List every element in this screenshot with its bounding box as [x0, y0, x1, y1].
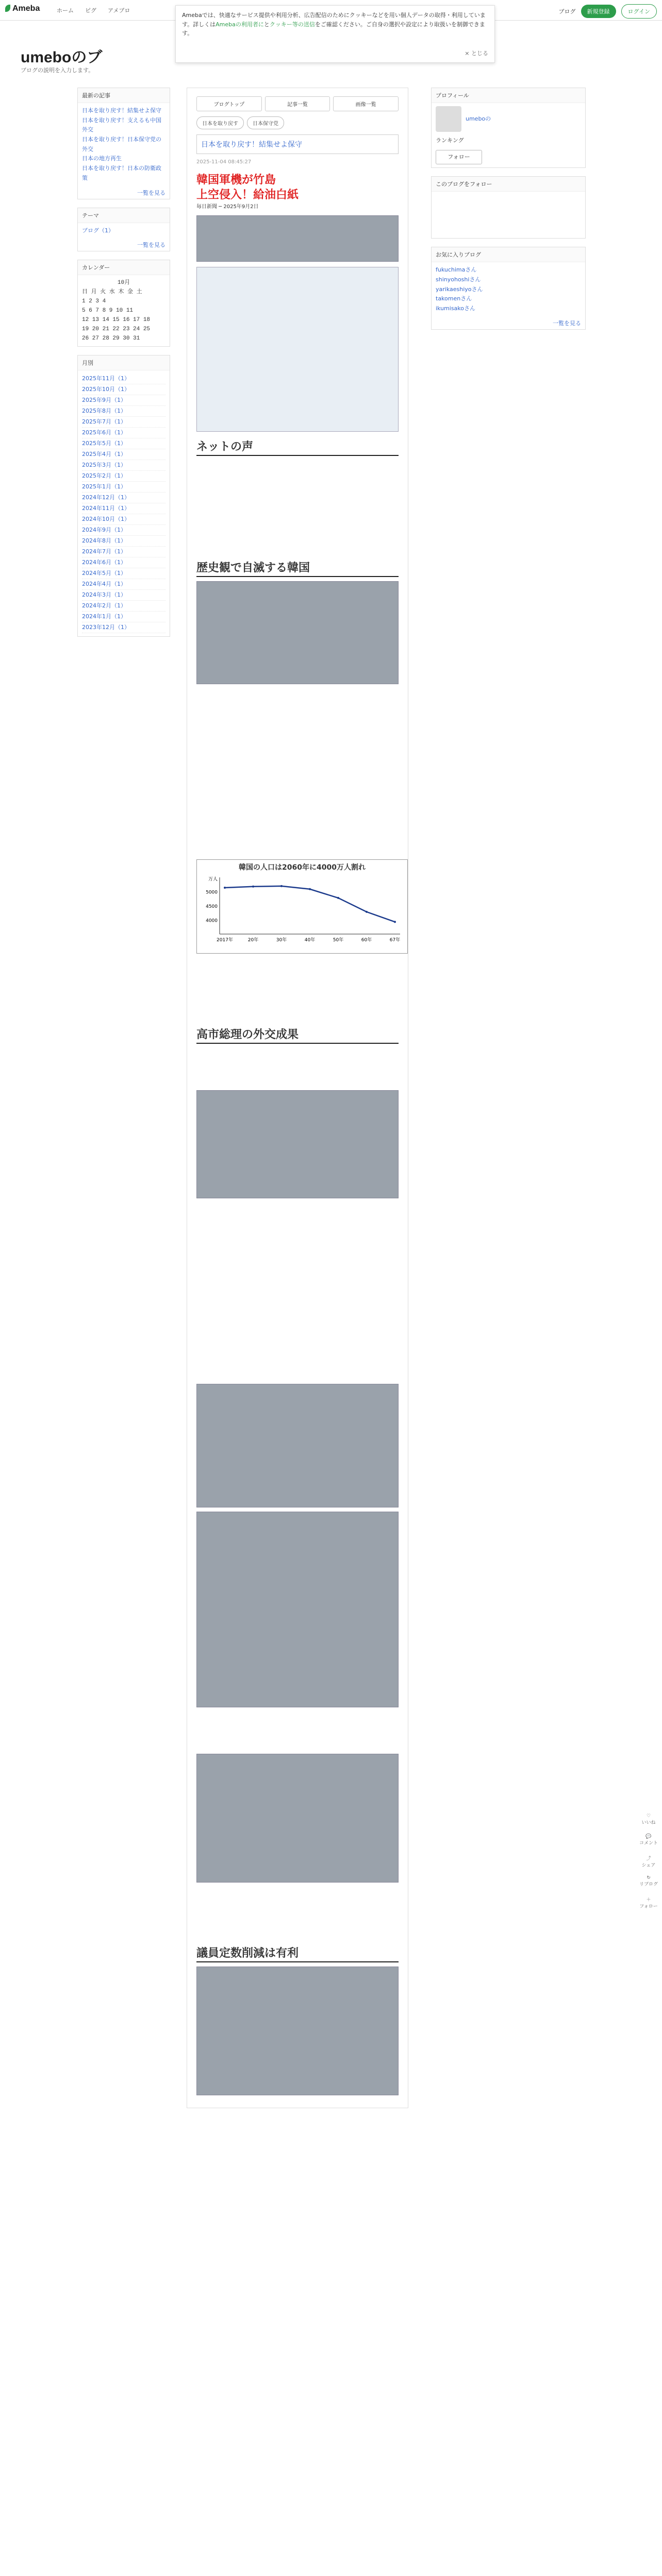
- left-sidebar: [77, 88, 170, 645]
- archive-link[interactable]: 2024年5月（1）: [82, 568, 166, 579]
- data-point: [366, 911, 368, 913]
- chart-title: 韓国の人口は2060年に4000万人割れ: [239, 863, 366, 872]
- signup-button[interactable]: 新規登録: [581, 5, 616, 18]
- y-tick-label: 5000: [206, 890, 218, 895]
- archive-link[interactable]: 2025年2月（1）: [82, 471, 166, 482]
- data-point: [280, 885, 283, 887]
- nav-ameblo[interactable]: アメブロ: [108, 7, 130, 14]
- archive-heading: 月別: [78, 355, 170, 370]
- data-point: [337, 897, 339, 899]
- x-tick-label: 50年: [333, 938, 344, 943]
- group-photo: [196, 1512, 399, 1707]
- walk-photo: [196, 1384, 399, 1507]
- portrait-photo: [196, 1967, 399, 2095]
- jets-photo: [196, 215, 399, 262]
- map-figure: [196, 267, 399, 432]
- favorite-blog-link[interactable]: ikumisakoさん: [436, 305, 476, 312]
- archive-link[interactable]: 2024年10月（1）: [82, 514, 166, 525]
- article-box: [187, 88, 408, 2108]
- favorite-blog-link[interactable]: yarikaeshiyoさん: [436, 285, 483, 293]
- favorites-more-link[interactable]: 一覧を見る: [553, 319, 581, 327]
- post-title[interactable]: 日本を取り戻す！結集せよ保守: [196, 134, 399, 154]
- tag-chip[interactable]: 日本保守党: [247, 116, 284, 129]
- archive-link[interactable]: 2025年7月（1）: [82, 417, 166, 428]
- image-list-button[interactable]: 画像一覧: [333, 96, 399, 111]
- data-point: [309, 888, 311, 890]
- tag-chip[interactable]: 日本を取り戻す: [196, 116, 244, 129]
- latest-post-link[interactable]: 日本を取り戻す！結集せよ保守: [82, 107, 161, 114]
- archive-link[interactable]: 2024年12月（1）: [82, 493, 166, 503]
- blog-top-button[interactable]: ブログトップ: [196, 96, 262, 111]
- headline-line: 韓国軍機が竹島: [196, 174, 276, 187]
- section-heading: ネットの声: [196, 438, 399, 456]
- profile-box: [431, 88, 586, 168]
- top-right: [559, 4, 657, 19]
- x-tick-label: 40年: [304, 938, 316, 943]
- calendar-heading: カレンダー: [78, 260, 170, 275]
- post-list-button[interactable]: 記事一覧: [265, 96, 330, 111]
- follow-box: [431, 176, 586, 239]
- main-column: [187, 88, 475, 2108]
- archive-link[interactable]: 2025年6月（1）: [82, 428, 166, 438]
- theme-heading: テーマ: [78, 208, 170, 223]
- section-heading: 歴史観で自滅する韓国: [196, 559, 399, 577]
- blog-link[interactable]: ブログ: [558, 8, 576, 15]
- archive-link[interactable]: 2024年6月（1）: [82, 557, 166, 568]
- trump-photo: [196, 1090, 399, 1198]
- x-tick-label: 20年: [247, 938, 259, 943]
- latest-post-link[interactable]: 日本を取り戻す！支えるも中国外交: [82, 116, 161, 133]
- favorite-blogs-box: [431, 247, 586, 329]
- headline-line: 上空侵入！給油白紙: [196, 188, 299, 201]
- archive-link[interactable]: 2025年1月（1）: [82, 482, 166, 493]
- latest-post-link[interactable]: 日本を取り戻す！日本保守党の外交: [82, 136, 161, 152]
- data-point: [224, 887, 226, 889]
- calendar-month: 10月: [117, 280, 130, 286]
- comment-icon[interactable]: 💬 コメント: [639, 1834, 658, 1846]
- y-tick-label: 4500: [206, 904, 218, 910]
- share-bar: [196, 96, 399, 111]
- ranking-label: ランキング: [436, 137, 464, 144]
- share-icon[interactable]: ⤴ シェア: [641, 1856, 656, 1868]
- cookie-notice: Amebaでは、快適なサービス提供や利用分析、広告配信のためにクッキーなどを用い個人データの取得・利用しています。詳しくはAmebaの利用者にとクッキー等の送信をご確認ください。ご自身の選択や設定により取扱いを制御できます。 × とじる: [175, 5, 495, 63]
- section-heading: 高市総理の外交成果: [196, 1026, 399, 1044]
- like-icon[interactable]: ♡ いいね: [641, 1814, 656, 1825]
- latest-posts-box: [77, 88, 170, 199]
- archive-box: [77, 355, 170, 637]
- archive-link[interactable]: 2025年4月（1）: [82, 449, 166, 460]
- archive-link[interactable]: 2024年3月（1）: [82, 590, 166, 601]
- archive-link[interactable]: 2025年9月（1）: [82, 395, 166, 406]
- archive-link[interactable]: 2024年2月（1）: [82, 601, 166, 612]
- calendar-row: 日 月 火 水 木 金 土: [82, 289, 142, 296]
- archive-link[interactable]: 2025年3月（1）: [82, 460, 166, 471]
- favorite-blog-link[interactable]: shinyohoshiさん: [436, 276, 481, 283]
- x-tick-label: 30年: [276, 938, 287, 943]
- follow-icon[interactable]: ＋ フォロー: [639, 1897, 658, 1909]
- latest-post-link[interactable]: 日本の地方再生: [82, 155, 122, 162]
- lead-text: 毎日新聞 ─ 2025年9月2日: [196, 204, 259, 210]
- section-heading: 議員定数削減は有利: [196, 1944, 399, 1962]
- archive-link[interactable]: 2025年8月（1）: [82, 406, 166, 417]
- archive-list: [78, 370, 170, 636]
- notice-close-button[interactable]: × とじる: [465, 50, 488, 57]
- archive-link[interactable]: 2025年5月（1）: [82, 438, 166, 449]
- favorites-heading: お気に入りブログ: [432, 247, 585, 262]
- profile-name[interactable]: umeboの: [466, 115, 491, 122]
- calendar-row: 1 2 3 4: [82, 298, 106, 305]
- calendar-row: 19 20 21 22 23 24 25: [82, 326, 151, 333]
- latest-posts-heading: 最新の記事: [78, 88, 170, 103]
- notice-link-user[interactable]: Amebaの利用者に: [216, 21, 264, 28]
- chart-svg: [199, 872, 405, 950]
- theme-more-link[interactable]: 一覧を見る: [137, 242, 166, 249]
- population-chart: [196, 859, 408, 954]
- x-tick-label: 60年: [361, 938, 372, 943]
- theme-box: [77, 208, 170, 252]
- asean-photo: [196, 1754, 399, 1883]
- calendar-box: [77, 260, 170, 347]
- nav-pigg[interactable]: ピグ: [85, 7, 96, 14]
- blog-description: ブログの説明を入力します。: [21, 67, 94, 74]
- y-tick-label: 4000: [206, 918, 218, 924]
- archive-link[interactable]: 2024年1月（1）: [82, 612, 166, 622]
- avatar[interactable]: [436, 106, 461, 132]
- post-date: 2025-11-04 08:45:27: [196, 159, 252, 165]
- archive-link[interactable]: 2024年11月（1）: [82, 503, 166, 514]
- notice-link-cookie[interactable]: クッキー等の送信: [269, 21, 315, 28]
- blog-title[interactable]: umeboのブ: [21, 49, 103, 66]
- reblog-icon[interactable]: ↻ リブログ: [639, 1875, 658, 1887]
- favorite-blog-link[interactable]: takomenさん: [436, 295, 472, 302]
- calendar-row: 5 6 7 8 9 10 11: [82, 308, 134, 314]
- follow-button[interactable]: フォロー: [436, 150, 482, 165]
- data-point: [252, 886, 254, 888]
- archive-link[interactable]: 2024年4月（1）: [82, 579, 166, 590]
- archive-link[interactable]: 2024年8月（1）: [82, 536, 166, 547]
- favorite-blog-link[interactable]: fukuchimaさん: [436, 266, 477, 274]
- ameba-logo[interactable]: Ameba: [5, 4, 40, 13]
- profile-heading: プロフィール: [432, 88, 585, 103]
- top-nav: [57, 6, 130, 14]
- archive-link[interactable]: 2023年12月（1）: [82, 622, 166, 633]
- latest-more-link[interactable]: 一覧を見る: [137, 189, 166, 196]
- follow-heading: このブログをフォロー: [432, 177, 585, 192]
- data-point: [394, 921, 396, 923]
- y-axis-label: 万人: [208, 877, 218, 883]
- nav-home[interactable]: ホーム: [57, 7, 74, 14]
- x-tick-label: 2017年: [217, 938, 233, 943]
- right-sidebar: [431, 88, 586, 338]
- leaf-icon: [5, 5, 10, 12]
- login-button[interactable]: ログイン: [621, 4, 657, 19]
- latest-post-link[interactable]: 日本を取り戻す！日本の防衛政策: [82, 165, 161, 181]
- archive-link[interactable]: 2024年7月（1）: [82, 547, 166, 557]
- tag-row: [196, 116, 399, 129]
- theme-link[interactable]: ブログ（1）: [82, 227, 114, 234]
- archive-link[interactable]: 2025年11月（1）: [82, 374, 166, 384]
- archive-link[interactable]: 2024年9月（1）: [82, 525, 166, 536]
- calendar-row: 12 13 14 15 16 17 18: [82, 317, 151, 324]
- calendar-row: 26 27 28 29 30 31: [82, 335, 140, 342]
- handshake-photo: [196, 581, 399, 684]
- archive-link[interactable]: 2025年10月（1）: [82, 384, 166, 395]
- population-line: [225, 886, 395, 922]
- x-tick-label: 67年: [389, 938, 401, 943]
